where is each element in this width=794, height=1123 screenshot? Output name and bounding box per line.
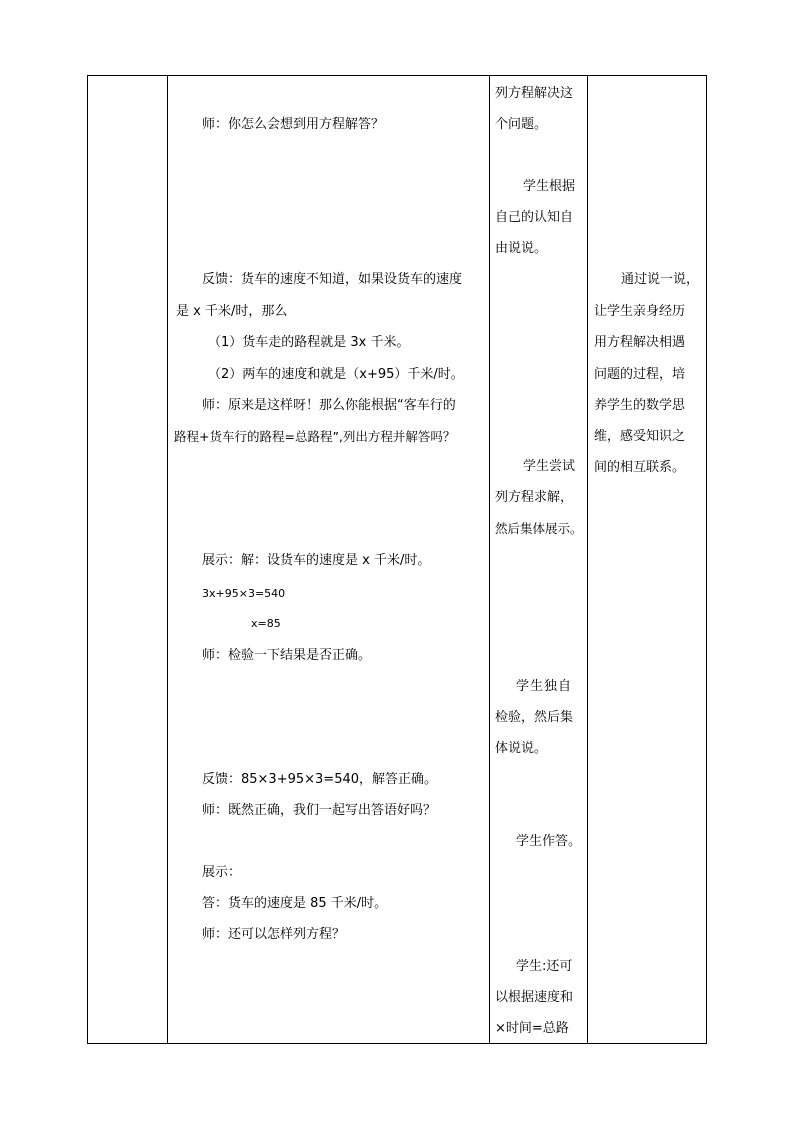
student-line: 然后集体展示。 <box>495 521 583 536</box>
intent-line: 维，感受知识之 <box>594 429 686 444</box>
teacher-line: 师：原来是这样呀！那么你能根据“客车行的 <box>202 398 456 413</box>
teacher-line: （1）货车走的路程就是 3x 千米。 <box>208 335 410 350</box>
student-line: 学生独自 <box>516 679 573 694</box>
equation-line: 3x+95×3=540 <box>202 587 286 600</box>
stage-cell <box>88 76 167 1043</box>
teacher-line: 师：还可以怎样列方程？ <box>202 927 346 942</box>
student-line: 列方程解决这 <box>495 86 574 101</box>
teacher-line: 反馈：85×3+95×3=540，解答正确。 <box>202 772 438 787</box>
student-line: 体说说。 <box>495 741 548 756</box>
student-line: 自己的认知自 <box>495 210 574 225</box>
lesson-table <box>87 75 707 1044</box>
student-line: 以根据速度和 <box>495 990 574 1005</box>
teacher-line: 反馈：货车的速度不知道，如果设货车的速度 <box>202 272 463 287</box>
student-line: 学生尝试 <box>523 459 576 474</box>
intent-line: 养学生的数学思 <box>594 398 686 413</box>
teacher-line: 师：检验一下结果是否正确。 <box>202 648 372 663</box>
student-line: 学生根据 <box>523 179 576 194</box>
student-line: 检验，然后集 <box>495 710 574 725</box>
intent-line: 问题的过程，培 <box>594 367 686 382</box>
design-intent-cell <box>588 76 706 1043</box>
intent-line: 让学生亲身经历 <box>594 304 686 319</box>
teacher-line: 是 x 千米/时，那么 <box>176 304 288 319</box>
teacher-line: 路程+货车行的路程=总路程”,列出方程并解答吗？ <box>174 429 456 444</box>
teacher-line: 答：货车的速度是 85 千米/时。 <box>202 896 388 911</box>
solution-line: x=85 <box>251 617 281 630</box>
teacher-line: 师：既然正确，我们一起写出答语好吗？ <box>202 803 437 818</box>
teacher-line: （2）两车的速度和就是（x+95）千米/时。 <box>208 367 464 382</box>
student-line: 学生作答。 <box>516 834 582 849</box>
teacher-activity-cell <box>168 76 489 1043</box>
student-line: 学生:还可 <box>516 959 573 974</box>
student-activity-cell <box>490 76 587 1043</box>
teacher-line: 展示：解：设货车的速度是 x 千米/时。 <box>202 553 431 568</box>
intent-line: 通过说一说， <box>621 272 700 287</box>
student-line: 列方程求解， <box>495 490 574 505</box>
teacher-line: 师：你怎么会想到用方程解答？ <box>202 117 385 132</box>
student-line: 个问题。 <box>495 117 548 132</box>
student-line: 由说说。 <box>495 241 548 256</box>
intent-line: 用方程解决相遇 <box>594 335 686 350</box>
teacher-line: 展示： <box>202 865 242 880</box>
student-line: ×时间=总路 <box>495 1021 569 1036</box>
intent-line: 间的相互联系。 <box>594 460 686 475</box>
